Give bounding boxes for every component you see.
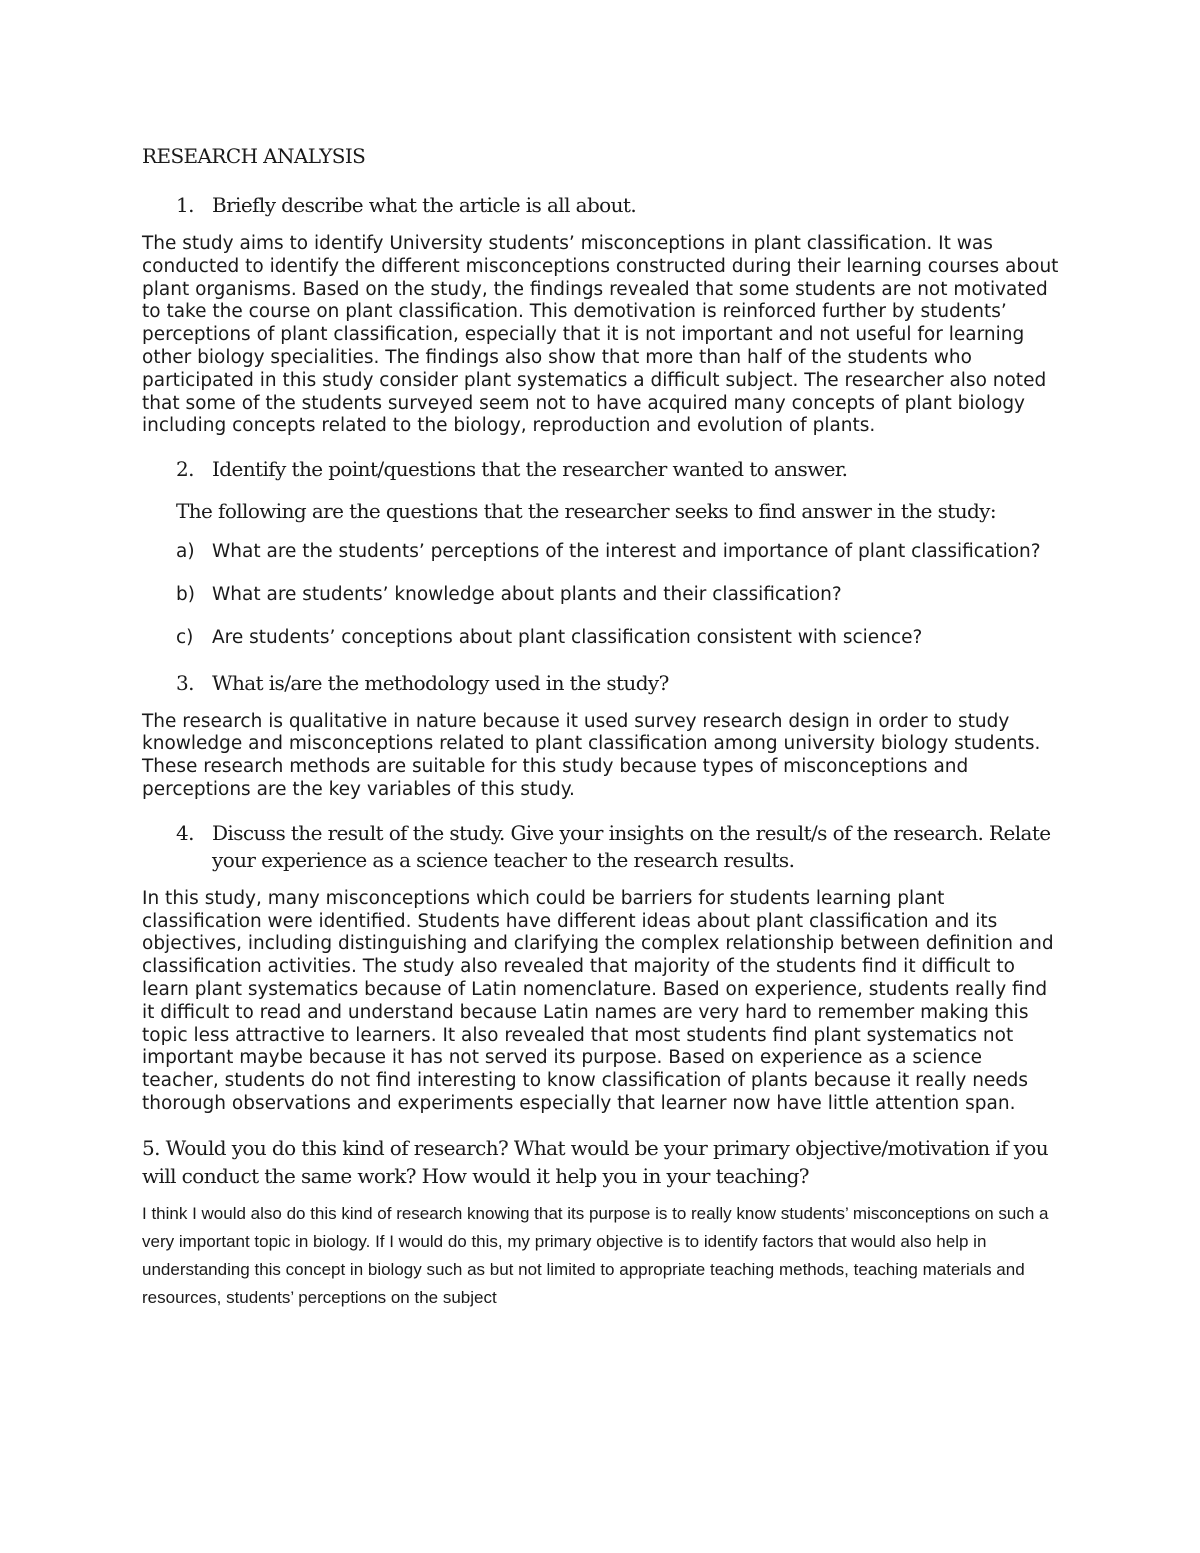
question-1-number: 1.: [176, 193, 194, 217]
item-label: a): [176, 541, 195, 563]
question-3-number: 3.: [176, 670, 194, 695]
question-5: 5. Would you do this kind of research? What would be your primary objective/motivation if you will conduct the same work? How would it help you in your teaching?: [142, 1135, 1049, 1188]
answer-2-item-a: [142, 541, 1060, 564]
question-2-text: Identify the point/questions that the researcher wanted to answer.: [212, 457, 848, 482]
question-4: [142, 820, 1060, 874]
question-1: [142, 192, 1060, 219]
item-text: What are the students’ perceptions of the interest and importance of plant classification?: [212, 541, 1041, 563]
answer-3: The research is qualitative in nature because it used survey research design in order to study knowledge and misconceptions related to plant classification among university biology students. These research methods are suitable for this study because types of misconceptions and perceptions are the key variables of this study.: [142, 710, 1041, 800]
answer-1: The study aims to identify University students’ misconceptions in plant classification. It was conducted to identify the different misconceptions constructed during their learning courses about plant organisms. Based on the study, the findings revealed that some students are not motivated to take the course on plant classification. This demotivation is reinforced further by students’ perceptions of plant classification, especially that it is not important and not useful for learning other biology specialities. The findings also show that more than half of the students who participated in this study consider plant systematics a difficult subject. The researcher also noted that some of the students surveyed seem not to have acquired many concepts of plant biology including concepts related to the biology, reproduction and evolution of plants.: [142, 233, 1059, 437]
question-2: [142, 456, 1060, 483]
question-4-text: Discuss the result of the study. Give your insights on the result/s of the research. Relate your experience as a science teacher to the research results.: [212, 820, 1051, 872]
question-2-number: 2.: [176, 457, 194, 482]
answer-2-lead: The following are the questions that the researcher seeks to find answer in the study:: [176, 499, 997, 524]
answer-2-item-c: [142, 627, 1060, 650]
question-1-text: Briefly describe what the article is all about.: [212, 193, 637, 217]
item-text: What are students’ knowledge about plants and their classification?: [212, 583, 842, 605]
item-text: Are students’ conceptions about plant classification consistent with science?: [212, 626, 923, 648]
answer-2-item-b: [142, 584, 1060, 607]
question-3: [142, 670, 1060, 697]
item-label: b): [176, 583, 195, 605]
item-label: c): [176, 626, 194, 648]
question-3-text: What is/are the methodology used in the study?: [212, 670, 669, 695]
question-4-number: 4.: [176, 820, 194, 845]
answer-4: In this study, many misconceptions which could be barriers for students learning plant classification were identified. Students have different ideas about plant classification and its objectives, including distinguishing and clarifying the complex relationship between definition and classification activities. The study also revealed that majority of the students find it difficult to learn plant systematics because of Latin nomenclature. Based on experience, students really find it difficult to read and understand because Latin names are very hard to remember making this topic less attractive to learners. It also revealed that most students find plant systematics not important maybe because it has not served its purpose. Based on experience as a science teacher, students do not find interesting to know classification of plants because it really needs thorough observations and experiments especially that learner now have little attention span.: [142, 887, 1054, 1114]
answer-5: I think I would also do this kind of research knowing that its purpose is to really know students’ misconceptions on such a very important topic in biology. If I would do this, my primary objective is to identify factors that would also help in understanding this concept in biology such as but not limited to appropriate teaching methods, teaching materials and resources, students’ perceptions on the subject: [142, 1203, 1049, 1307]
document-title: RESEARCH ANALYSIS: [142, 144, 366, 168]
document-page: [142, 142, 1060, 1312]
